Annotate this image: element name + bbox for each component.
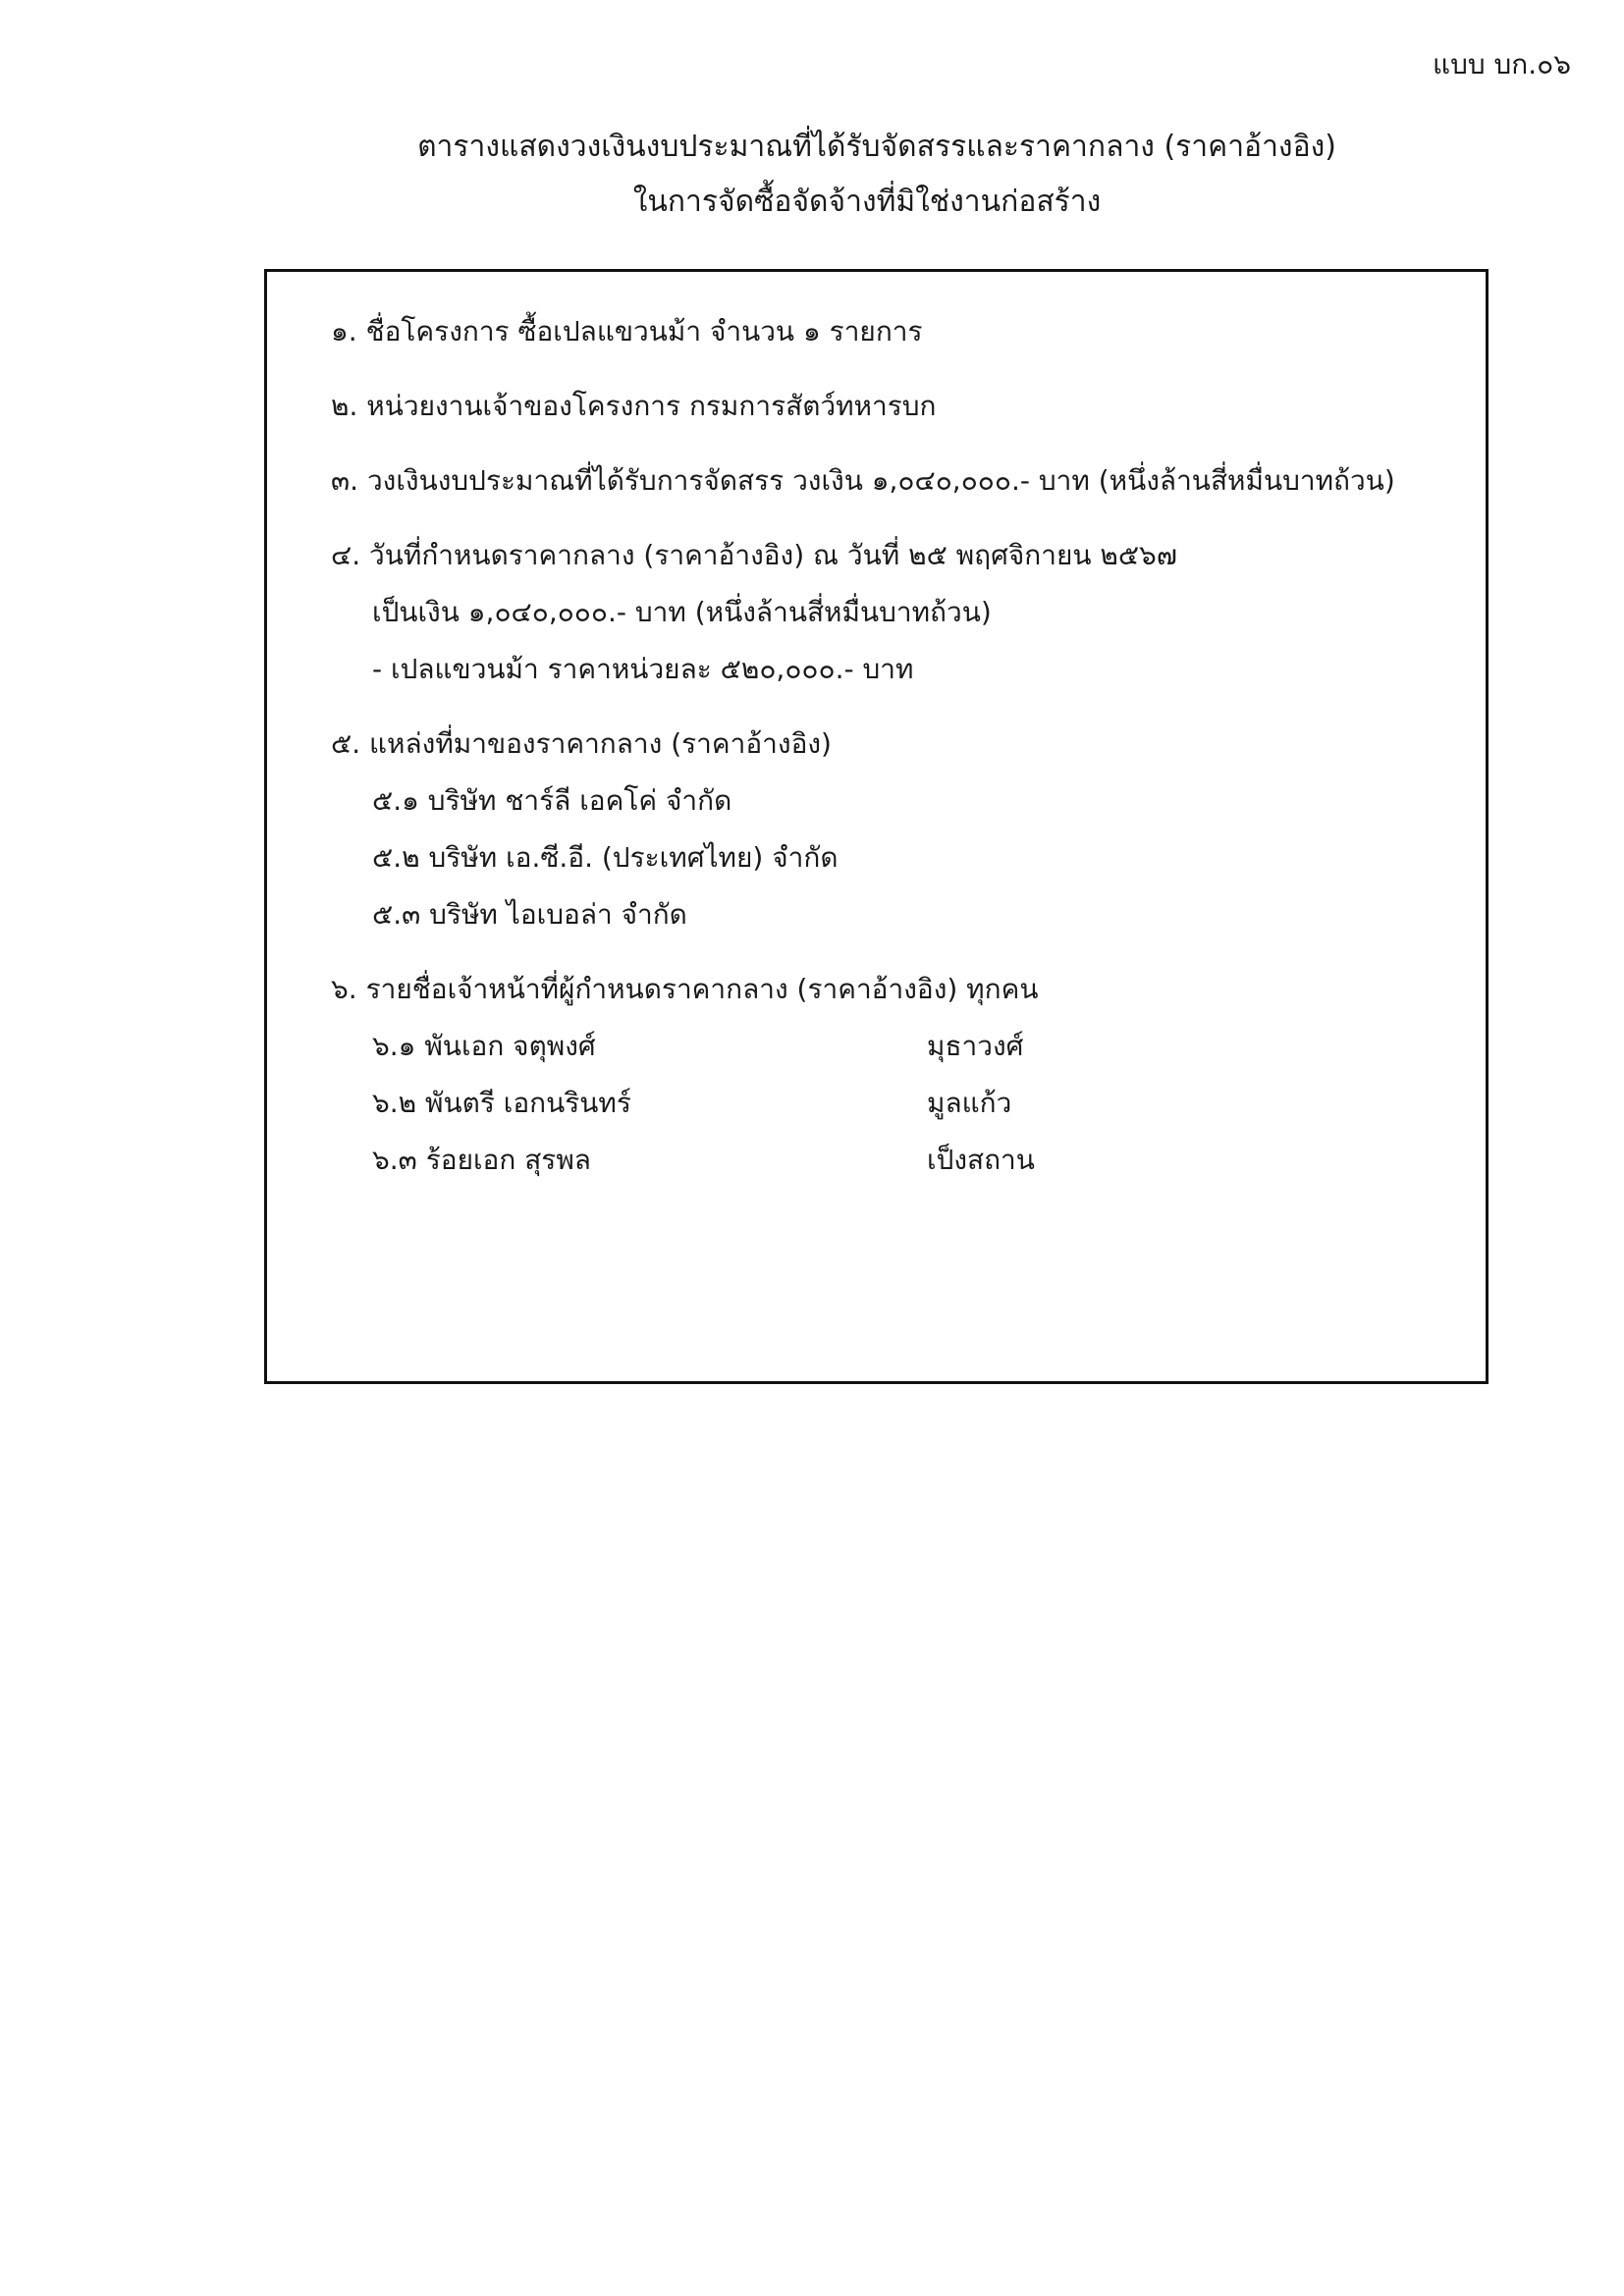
official-name: ๖.๒ พันตรี เอกนรินทร์: [372, 1087, 631, 1119]
info-box: [264, 269, 1489, 1384]
official-name: ๖.๑ พันเอก จตุพงศ์: [372, 1030, 596, 1062]
official-name: ๖.๓ ร้อยเอก สุรพล: [372, 1144, 591, 1176]
official-surname: มุธาวงศ์: [927, 1030, 1024, 1062]
document-title-line-1: ตารางแสดงวงเงินงบประมาณที่ได้รับจัดสรรและราคากลาง (ราคาอ้างอิง): [417, 130, 1336, 164]
form-code: แบบ บก.๐๖: [1433, 48, 1571, 80]
project-name: ๑. ชื่อโครงการ ซื้อเปลแขวนม้า จำนวน ๑ รายการ: [331, 315, 923, 347]
unit-price: - เปลแขวนม้า ราคาหน่วยละ ๕๒๐,๐๐๐.- บาท: [372, 653, 914, 685]
price-source-item: ๕.๑ บริษัท ชาร์ลี เอคโค่ จำกัด: [372, 784, 732, 817]
officials-heading: ๖. รายชื่อเจ้าหน้าที่ผู้กำหนดราคากลาง (ราคาอ้างอิง) ทุกคน: [331, 973, 1039, 1005]
reference-date: ๔. วันที่กำหนดราคากลาง (ราคาอ้างอิง) ณ วันที่ ๒๕ พฤศจิกายน ๒๕๖๗: [331, 539, 1177, 571]
document-title-line-2: ในการจัดซื้อจัดจ้างที่มิใช่งานก่อสร้าง: [632, 185, 1102, 219]
price-sources-heading: ๕. แหล่งที่มาของราคากลาง (ราคาอ้างอิง): [331, 727, 832, 760]
budget-amount: ๓. วงเงินงบประมาณที่ได้รับการจัดสรร วงเงิน ๑,๐๔๐,๐๐๐.- บาท (หนึ่งล้านสี่หมื่นบาทถ้วน): [331, 464, 1395, 497]
official-surname: เป็งสถาน: [927, 1144, 1035, 1176]
official-surname: มูลแก้ว: [927, 1087, 1012, 1119]
price-source-item: ๕.๓ บริษัท ไอเบอล่า จำกัด: [372, 898, 687, 931]
owner-agency: ๒. หน่วยงานเจ้าของโครงการ กรมการสัตว์ทหารบก: [331, 390, 937, 422]
price-source-item: ๕.๒ บริษัท เอ.ซี.อี. (ประเทศไทย) จำกัด: [372, 841, 839, 874]
reference-amount: เป็นเงิน ๑,๐๔๐,๐๐๐.- บาท (หนึ่งล้านสี่หมื่นบาทถ้วน): [372, 596, 992, 628]
